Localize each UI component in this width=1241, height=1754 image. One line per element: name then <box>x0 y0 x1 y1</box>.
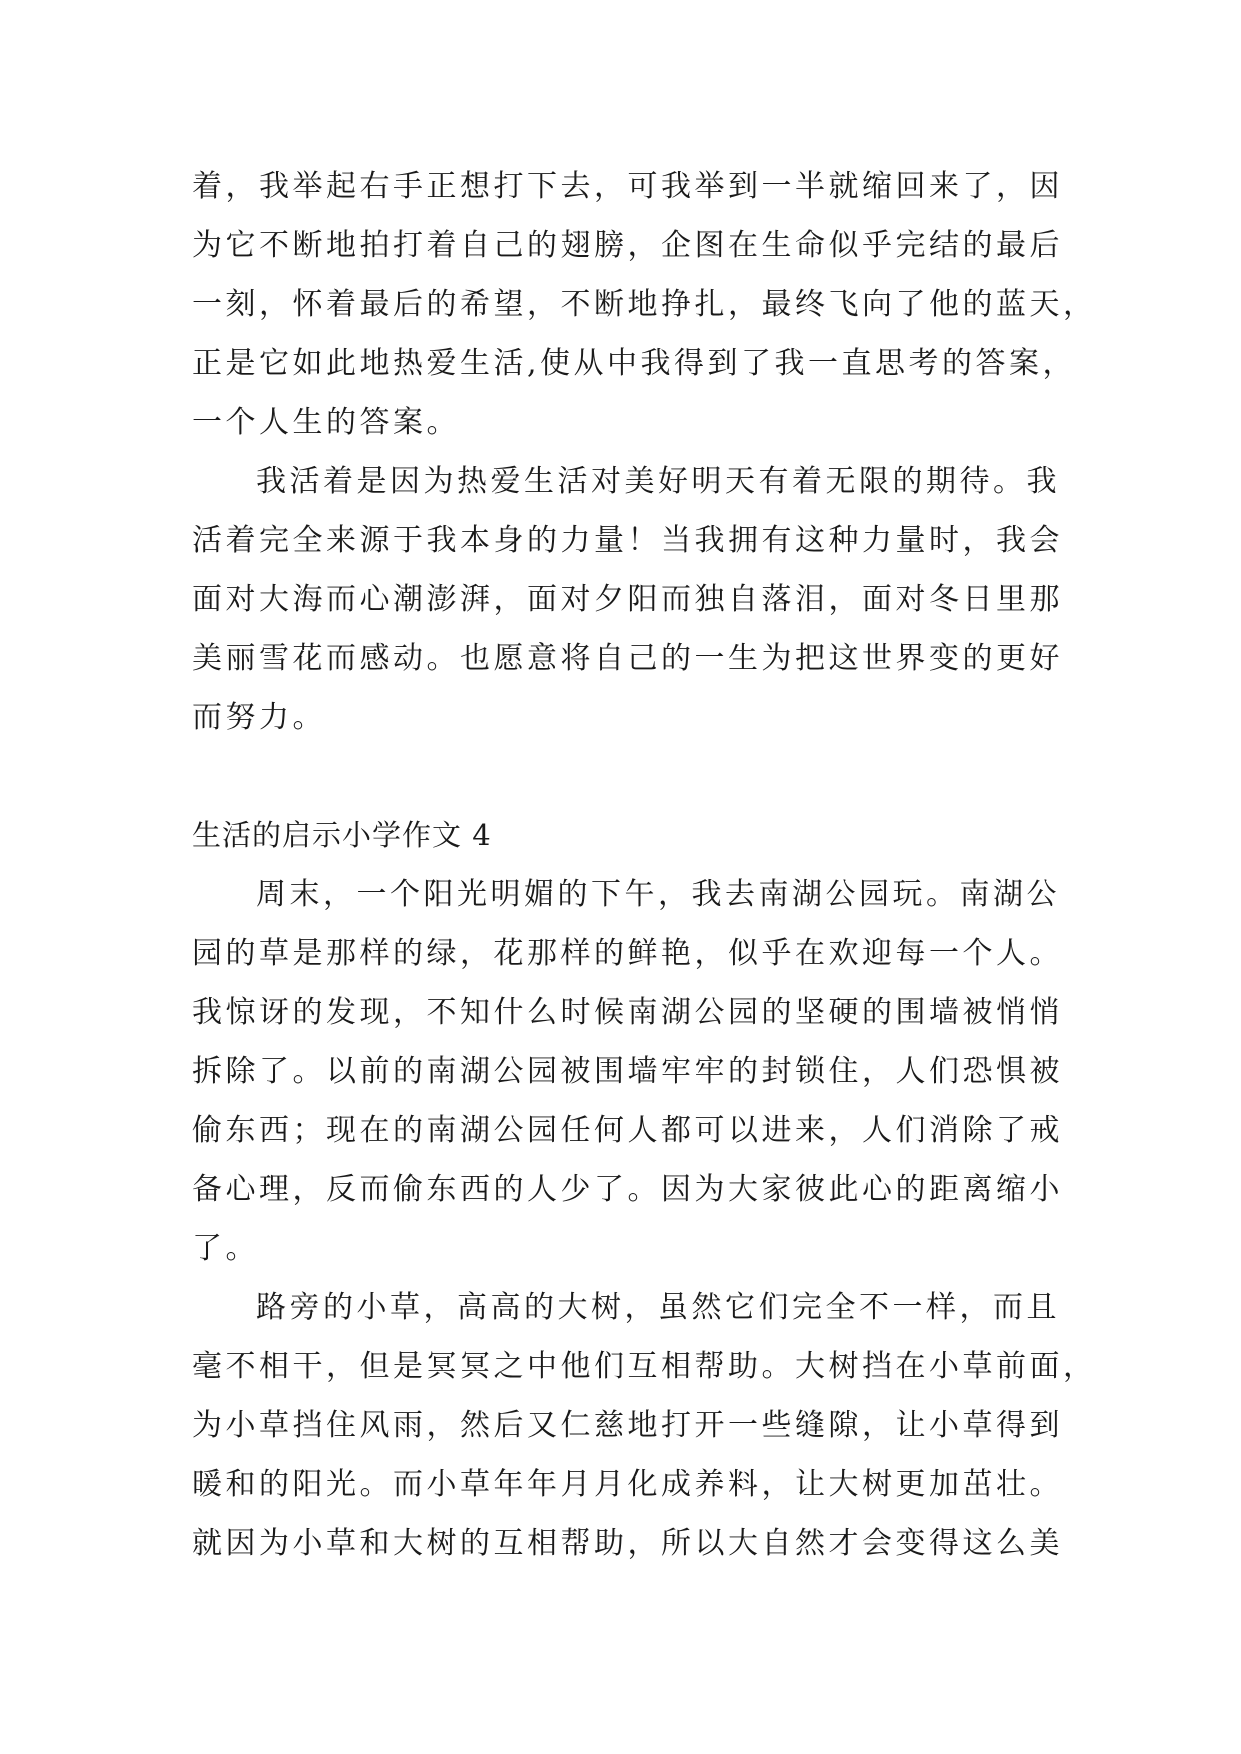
text-line: 为小草挡住风雨，然后又仁慈地打开一些缝隙，让小草得到 <box>192 1408 1063 1443</box>
section-heading: 生活的启示小学作文 4 <box>192 818 492 852</box>
paragraph-continuation <box>192 157 1097 452</box>
text-line: 我活着是因为热爱生活对美好明天有着无限的期待。我 <box>256 464 1060 499</box>
text-line: 一刻，怀着最后的希望，不断地挣扎，最终飞向了他的蓝天， <box>192 287 1097 322</box>
text-line: 美丽雪花而感动。也愿意将自己的一生为把这世界变的更好 <box>192 641 1063 676</box>
text-line: 周末，一个阳光明媚的下午，我去南湖公园玩。南湖公 <box>256 877 1060 912</box>
paragraph <box>192 452 1063 747</box>
text-line: 了。 <box>192 1231 259 1266</box>
text-line: 园的草是那样的绿，花那样的鲜艳，似乎在欢迎每一个人。 <box>192 936 1063 971</box>
text-line: 就因为小草和大树的互相帮助，所以大自然才会变得这么美 <box>192 1526 1063 1561</box>
text-line: 路旁的小草，高高的大树，虽然它们完全不一样，而且 <box>256 1290 1060 1325</box>
paragraph <box>192 1278 1097 1573</box>
text-line: 面对大海而心潮澎湃，面对夕阳而独自落泪，面对冬日里那 <box>192 582 1063 617</box>
text-line: 正是它如此地热爱生活,使从中我得到了我一直思考的答案， <box>192 346 1077 381</box>
text-line: 我惊讶的发现，不知什么时候南湖公园的坚硬的围墙被悄悄 <box>192 995 1063 1030</box>
text-line: 暖和的阳光。而小草年年月月化成养料，让大树更加茁壮。 <box>192 1467 1063 1502</box>
section-spacer <box>192 747 1052 806</box>
document-body <box>192 157 1097 1573</box>
text-line: 着，我举起右手正想打下去，可我举到一半就缩回来了，因 <box>192 169 1063 204</box>
text-line: 备心理，反而偷东西的人少了。因为大家彼此心的距离缩小 <box>192 1172 1063 1207</box>
text-line: 一个人生的答案。 <box>192 405 460 440</box>
text-line: 活着完全来源于我本身的力量！当我拥有这种力量时，我会 <box>192 523 1063 558</box>
paragraph <box>192 865 1063 1278</box>
text-line: 为它不断地拍打着自己的翅膀，企图在生命似乎完结的最后 <box>192 228 1063 263</box>
text-line: 而努力。 <box>192 700 326 735</box>
text-line: 拆除了。以前的南湖公园被围墙牢牢的封锁住，人们恐惧被 <box>192 1054 1063 1089</box>
text-line: 毫不相干，但是冥冥之中他们互相帮助。大树挡在小草前面， <box>192 1349 1097 1384</box>
text-line: 偷东西；现在的南湖公园任何人都可以进来，人们消除了戒 <box>192 1113 1063 1148</box>
